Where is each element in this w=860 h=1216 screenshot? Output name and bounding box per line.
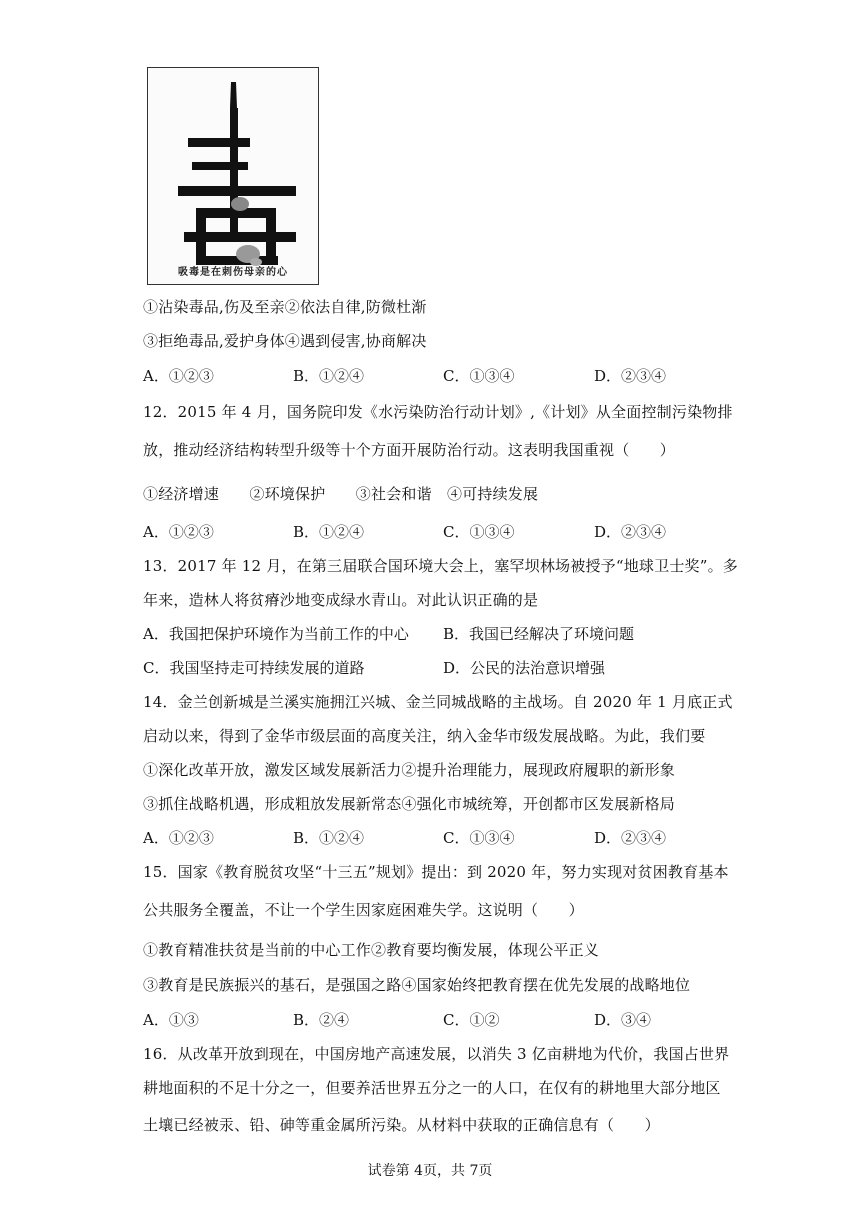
q13-options-row-2 [143,658,703,678]
option-c[interactable]: C．①③④ [443,367,515,385]
poster-caption: 吸毒是在刺伤母亲的心 [178,267,288,278]
option-c[interactable]: C．①③④ [443,523,515,541]
option-a[interactable]: A．①②③ [143,829,214,847]
option-a[interactable]: A．①②③ [143,367,214,385]
q14-stem-line-1: 14．金兰创新城是兰溪实施拥江兴城、金兰同城战略的主战场。自 2020 年 1 月底正式 [143,693,733,711]
option-d[interactable]: D．②③④ [594,367,667,385]
q14-choice-line-2: ③抓住战略机遇，形成粗放发展新常态④强化市城统筹，开创都市区发展新格局 [143,795,676,813]
q11-choice-line-2: ③拒绝毒品,爱护身体④遇到侵害,协商解决 [143,332,427,350]
q14-choice-line-1: ①深化改革开放，激发区域发展新活力②提升治理能力，展现政府履职的新形象 [143,761,676,779]
option-b[interactable]: B．②④ [293,1011,350,1029]
q13-stem-line-2: 年来，造林人将贫瘠沙地变成绿水青山。对此认识正确的是 [143,591,539,609]
q15-choice-line-1: ①教育精准扶贫是当前的中心工作②教育要均衡发展，体现公平正义 [143,941,600,959]
option-d[interactable]: D．③④ [594,1011,652,1029]
option-b[interactable]: B．①②④ [293,367,365,385]
option-a[interactable]: A．①③ [143,1011,199,1029]
q11-choice-line-1: ①沾染毒品,伤及至亲②依法自律,防微杜渐 [143,298,427,316]
option-d[interactable]: D．②③④ [594,829,667,847]
q15-options [143,1010,703,1030]
q12-stem-line-2: 放，推动经济结构转型升级等十个方面开展防治行动。这表明我国重视（ ） [143,441,676,459]
q16-stem-line-3: 土壤已经被汞、铅、砷等重金属所污染。从材料中获取的正确信息有（ ） [143,1116,660,1134]
q14-stem-line-2: 启动以来，得到了金华市级层面的高度关注，纳入金华市级发展战略。为此，我们要 [143,727,706,745]
q11-options [143,366,703,386]
option-c[interactable]: C．①③④ [443,829,515,847]
q13-stem-line-1: 13．2017 年 12 月，在第三届联合国环境大会上，塞罕坝林场被授予“地球卫士奖”。多 [143,557,738,575]
option-d[interactable]: D．公民的法治意识增强 [443,659,606,677]
anti-drug-poster [147,67,319,285]
q15-choice-line-2: ③教育是民族振兴的基石，是强国之路④国家始终把教育摆在优先发展的战略地位 [143,976,691,994]
q12-options [143,522,703,542]
q15-stem-line-2: 公共服务全覆盖，不让一个学生因家庭困难失学。这说明（ ） [143,901,584,919]
poster-artwork [148,68,318,284]
option-c[interactable]: C．①② [443,1011,500,1029]
option-a[interactable]: A．①②③ [143,523,214,541]
q12-stem-line-1: 12．2015 年 4 月，国务院印发《水污染防治行动计划》,《计划》从全面控制污染物排 [143,403,733,421]
q14-options [143,828,703,848]
q13-options-row-1 [143,624,703,644]
option-b[interactable]: B．①②④ [293,829,365,847]
q16-stem-line-1: 16．从改革开放到现在，中国房地产高速发展，以消失 3 亿亩耕地为代价，我国占世界 [143,1045,730,1063]
q15-stem-line-1: 15．国家《教育脱贫攻坚“十三五”规划》提出：到 2020 年，努力实现对贫困教育基本 [143,863,729,881]
option-b[interactable]: B．我国已经解决了环境问题 [443,625,635,643]
option-c[interactable]: C．我国坚持走可持续发展的道路 [143,659,365,677]
option-b[interactable]: B．①②④ [293,523,365,541]
q16-stem-line-2: 耕地面积的不足十分之一，但要养活世界五分之一的人口，在仅有的耕地里大部分地区 [143,1079,721,1097]
option-d[interactable]: D．②③④ [594,523,667,541]
q12-choices: ①经济增速 ②环境保护 ③社会和谐 ④可持续发展 [143,485,539,503]
option-a[interactable]: A．我国把保护环境作为当前工作的中心 [143,625,409,643]
page-footer: 试卷第 4页，共 7页 [367,1163,493,1179]
